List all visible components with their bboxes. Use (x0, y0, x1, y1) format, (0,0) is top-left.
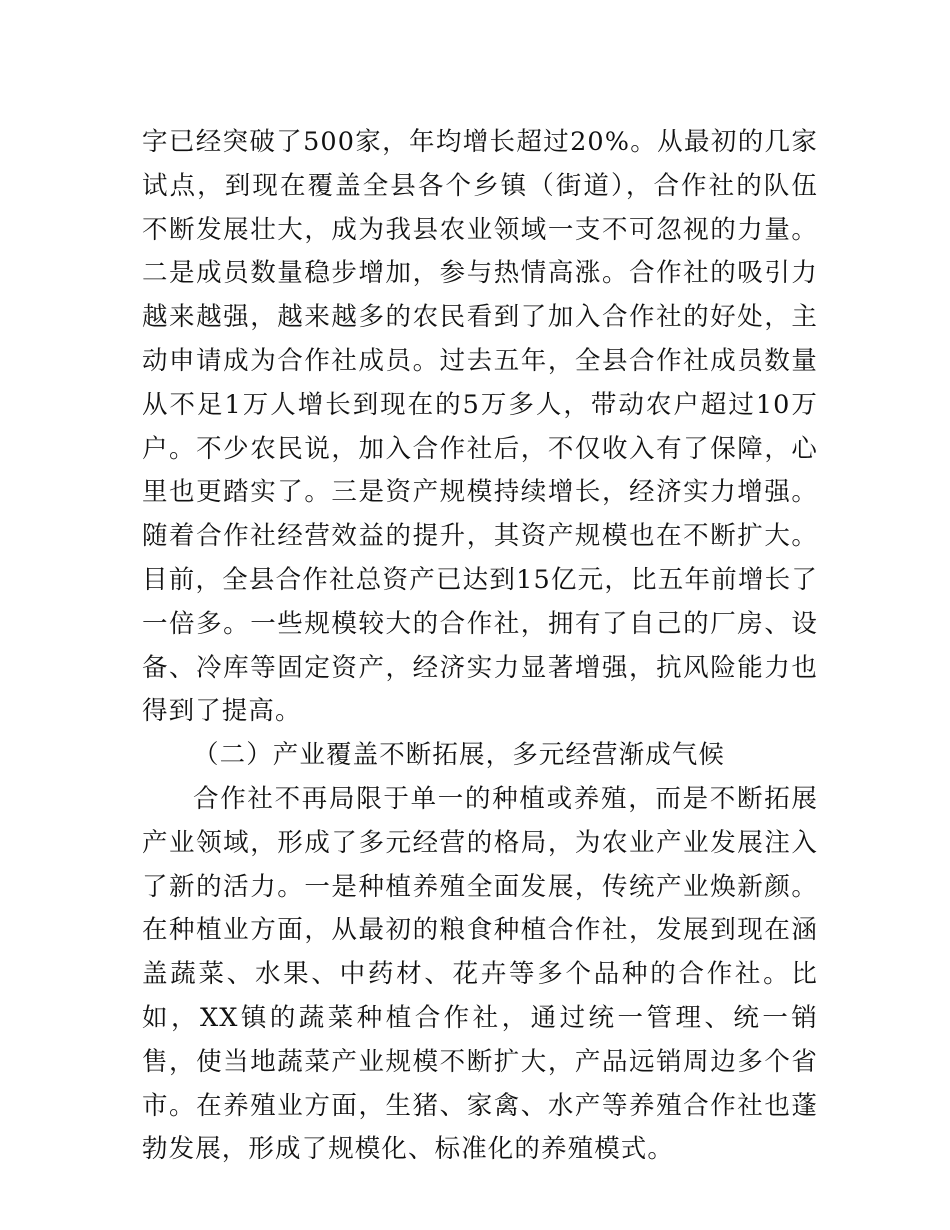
body-paragraph: 合作社不再局限于单一的种植或养殖，而是不断拓展产业领域，形成了多元经营的格局，为农业产业发展注入了新的活力。一是种植养殖全面发展，传统产业焕新颜。在种植业方面，从最初的粮食种植合作社，发展到现在涵盖蔬菜、水果、中药材、花卉等多个品种的合作社。比如，XX镇的蔬菜种植合作社，通过统一管理、统一销售，使当地蔬菜产业规模不断扩大，产品远销周边多个省市。在养殖业方面，生猪、家禽、水产等养殖合作社也蓬勃发展，形成了规模化、标准化的养殖模式。 (142, 783, 818, 1165)
document-body (142, 121, 818, 1172)
section-heading: （二）产业覆盖不断拓展，多元经营渐成气候 (193, 740, 726, 771)
body-paragraph: 字已经突破了500家，年均增长超过20%。从最初的几家试点，到现在覆盖全县各个乡镇（街道），合作社的队伍不断发展壮大，成为我县农业领域一支不可忽视的力量。二是成员数量稳步增加，参与热情高涨。合作社的吸引力越来越强，越来越多的农民看到了加入合作社的好处，主动申请成为合作社成员。过去五年，全县合作社成员数量从不足1万人增长到现在的5万多人，带动农户超过10万户。不少农民说，加入合作社后，不仅收入有了保障，心里也更踏实了。三是资产规模持续增长，经济实力增强。随着合作社经营效益的提升，其资产规模也在不断扩大。目前，全县合作社总资产已达到15亿元，比五年前增长了一倍多。一些规模较大的合作社，拥有了自己的厂房、设备、冷库等固定资产，经济实力显著增强，抗风险能力也得到了提高。 (142, 127, 818, 727)
